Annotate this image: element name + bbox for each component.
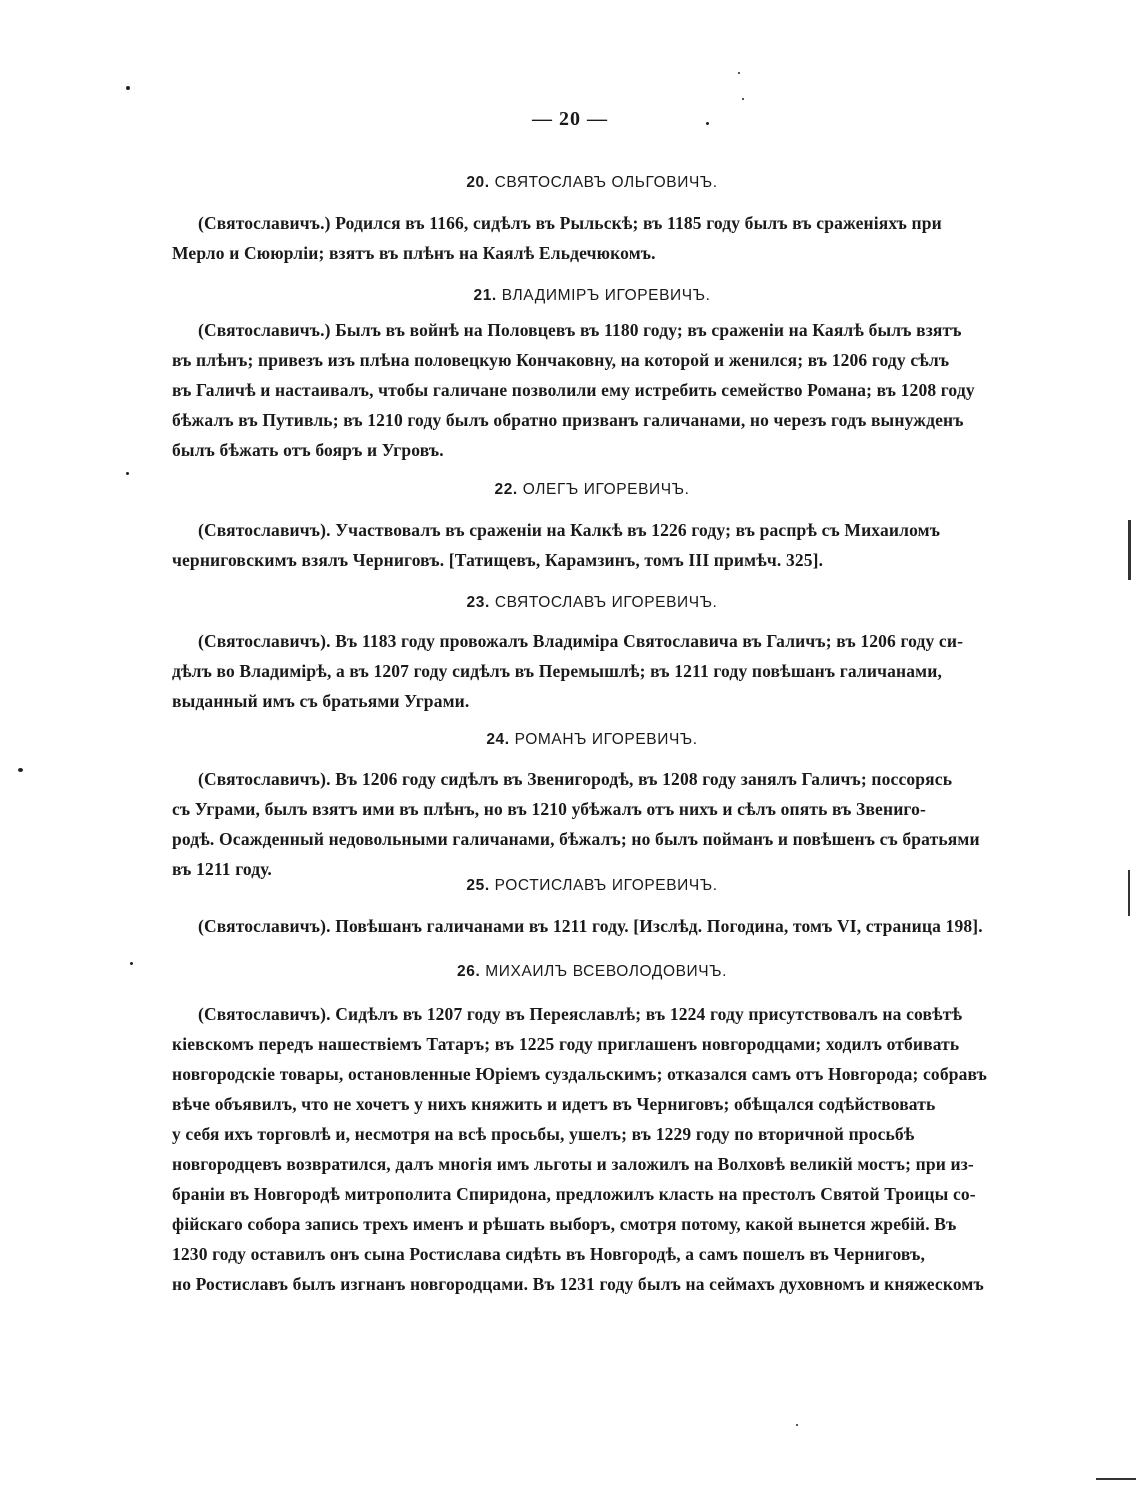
page-number: — 20 —	[532, 108, 608, 130]
entry-title: РОМАНЪ ИГОРЕВИЧЪ.	[514, 731, 698, 748]
scan-speck	[18, 768, 23, 772]
entry-number: 26.	[457, 963, 481, 980]
entry-title: ВЛАДИМІРЪ ИГОРЕВИЧЪ.	[501, 287, 711, 304]
entry-text-22	[172, 515, 1004, 575]
text-line: кіевскомъ передъ нашествіемъ Татаръ; въ 1225 году приглашенъ новгородцами; ходилъ отбивать	[172, 1034, 960, 1054]
text-line: вѣче объявилъ, что не хочетъ у нихъ княжить и идетъ въ Черниговъ; обѣщался содѣйствовать	[172, 1094, 936, 1114]
text-line: фійскаго собора запись трехъ именъ и рѣшать выборъ, смотря потому, какой вынется жребій. Въ	[172, 1214, 957, 1234]
text-line: (Святославичъ.) Родился въ 1166, сидѣлъ въ Рыльскѣ; въ 1185 году былъ въ сраженіяхъ при	[198, 213, 942, 233]
text-line: былъ бѣжать отъ бояръ и Угровъ.	[172, 440, 444, 460]
text-line: (Святославичъ). Сидѣлъ въ 1207 году въ Переяславлѣ; въ 1224 году присутствовалъ на совѣтѣ	[198, 1004, 963, 1024]
text-line: новгородскіе товары, остановленные Юріемъ суздальскимъ; отказался самъ отъ Новгорода; собравъ	[172, 1064, 988, 1084]
scan-edge-mark	[1096, 1478, 1136, 1480]
entry-title: РОСТИСЛАВЪ ИГОРЕВИЧЪ.	[494, 877, 718, 894]
entry-text-25	[172, 911, 1004, 941]
text-line: съ Уграми, былъ взятъ ими въ плѣнъ, но въ 1210 убѣжалъ отъ нихъ и сѣлъ опять въ Звениго-	[172, 799, 926, 819]
entry-number: 21.	[473, 287, 497, 304]
text-line: у себя ихъ торговлѣ и, несмотря на всѣ просьбы, ушелъ; въ 1229 году по вторичной просьбѣ	[172, 1124, 915, 1144]
scan-speck	[738, 72, 740, 74]
text-line: но Ростиславъ былъ изгнанъ новгородцами. Въ 1231 году былъ на сеймахъ духовномъ и княжескомъ	[172, 1274, 984, 1294]
entry-text-26	[172, 999, 1004, 1299]
entry-text-23	[172, 626, 1004, 716]
text-line: (Святославичъ). Участвовалъ въ сраженіи на Калкѣ въ 1226 году; въ распрѣ съ Михаиломъ	[198, 520, 941, 540]
entry-text-20	[172, 208, 1004, 268]
scan-speck	[130, 962, 133, 965]
scan-edge-mark	[1128, 520, 1131, 580]
text-line: выданный имъ съ братьями Уграми.	[172, 691, 470, 711]
entry-number: 24.	[486, 731, 510, 748]
text-line: въ плѣнъ; привезъ изъ плѣна половецкую Кончаковну, на которой и женился; въ 1206 году сѣлъ	[172, 350, 950, 370]
text-line: въ 1211 году.	[172, 859, 272, 879]
entry-heading-23	[0, 594, 1140, 612]
text-line: (Святославичъ). Въ 1206 году сидѣлъ въ Звенигородѣ, въ 1208 году занялъ Галичъ; поссорясь	[198, 769, 953, 789]
scan-speck	[796, 1424, 798, 1426]
text-line: Мерло и Сююрліи; взятъ въ плѣнъ на Каялѣ Ельдечюкомъ.	[172, 243, 656, 263]
scan-edge-mark	[1128, 870, 1130, 916]
text-line: дѣлъ во Владимірѣ, а въ 1207 году сидѣлъ въ Перемышлѣ; въ 1211 году повѣшанъ галичанами,	[172, 661, 942, 681]
entry-number: 25.	[466, 877, 490, 894]
entry-heading-26	[0, 963, 1140, 981]
text-line: черниговскимъ взялъ Черниговъ. [Татищевъ, Карамзинъ, томъ III примѣч. 325].	[172, 550, 824, 570]
text-line: (Святославичъ). Въ 1183 году провожалъ Владиміра Святославича въ Галичъ; въ 1206 году си-	[198, 631, 964, 651]
entry-number: 23.	[466, 594, 490, 611]
entry-heading-24	[0, 731, 1140, 749]
scan-speck	[706, 122, 709, 125]
text-line: (Святославичъ.) Былъ въ войнѣ на Половцевъ въ 1180 году; въ сраженіи на Каялѣ былъ взятъ	[198, 320, 962, 340]
text-line: новгородцевъ возвратился, далъ многія имъ льготы и заложилъ на Волховѣ великій мостъ; при из-	[172, 1154, 974, 1174]
text-line: бѣжалъ въ Путивль; въ 1210 году былъ обратно призванъ галичанами, но черезъ годъ вынужденъ	[172, 410, 964, 430]
entry-number: 22.	[494, 481, 518, 498]
scan-speck	[126, 472, 129, 475]
entry-number: 20.	[466, 174, 490, 191]
entry-heading-25	[0, 877, 1140, 895]
scan-speck	[126, 86, 130, 90]
text-line: (Святославичъ). Повѣшанъ галичанами въ 1211 году. [Изслѣд. Погодина, томъ VI, страница 198].	[198, 916, 983, 936]
text-line: 1230 году оставилъ онъ сына Ростислава сидѣть въ Новгородѣ, а самъ пошелъ въ Черниговъ,	[172, 1244, 925, 1264]
text-line: браніи въ Новгородѣ митрополита Спиридона, предложилъ класть на престолъ Святой Троицы со-	[172, 1184, 976, 1204]
text-line: въ Галичѣ и настаивалъ, чтобы галичане позволили ему истребить семейство Романа; въ 1208 году	[172, 380, 975, 400]
entry-text-24	[172, 764, 1004, 884]
entry-title: СВЯТОСЛАВЪ ИГОРЕВИЧЪ.	[494, 594, 718, 611]
entry-title: МИХАИЛЪ ВСЕВОЛОДОВИЧЪ.	[485, 963, 727, 980]
entry-title: СВЯТОСЛАВЪ ОЛЬГОВИЧЪ.	[494, 174, 718, 191]
entry-text-21	[172, 315, 1004, 465]
entry-heading-21	[0, 287, 1140, 305]
text-line: родѣ. Осажденный недовольными галичанами, бѣжалъ; но былъ пойманъ и повѣшенъ съ братьями	[172, 829, 980, 849]
scan-speck	[742, 98, 744, 100]
entry-heading-22	[0, 481, 1140, 499]
entry-title: ОЛЕГЪ ИГОРЕВИЧЪ.	[522, 481, 690, 498]
entry-heading-20	[0, 174, 1140, 192]
